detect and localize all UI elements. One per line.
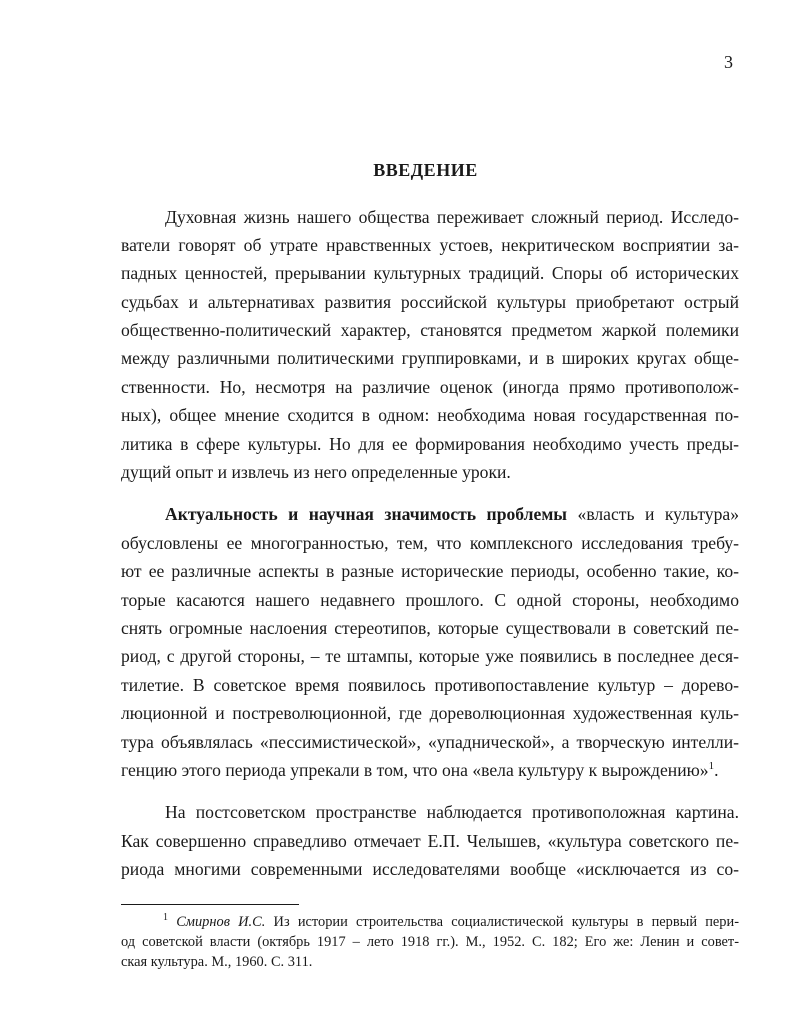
text-line: Как совершенно справедливо отмечает Е.П. Челышев, «культура советского пе-	[121, 831, 739, 851]
text-line	[165, 504, 739, 526]
footnote-line: ская культура. М., 1960. С. 311.	[121, 954, 313, 970]
text-line: ственности. Но, несмотря на различие оценок (иногда прямо противополож-	[121, 377, 739, 397]
text-line: риода многими современными исследователями вообще «исключается из со-	[121, 859, 739, 879]
text-line: ватели говорят об утрате нравственных устоев, некритическом восприятии за-	[121, 235, 739, 255]
footnote-author: Смирнов И.С.	[176, 914, 266, 930]
text-line: между различными политическими группировками, и в широких кругах обще-	[121, 348, 739, 368]
text-line	[121, 760, 739, 782]
page-title: ВВЕДЕНИЕ	[373, 160, 478, 180]
text-line: падных ценностей, прерывании культурных традиций. Споры об исторических	[121, 263, 739, 283]
text-line: обусловлены ее многогранностью, тем, что комплексного исследования требу-	[121, 533, 739, 553]
text-line: дущий опыт и извлечь из него определенные уроки.	[121, 462, 511, 482]
text-line: риод, с другой стороны, – те штампы, которые уже появились в последнее деся-	[121, 646, 739, 666]
text-line: тура объявлялась «пессимистической», «упаднической», а творческую интелли-	[121, 732, 739, 752]
text-line: общественно-политический характер, становятся предметом жаркой полемики	[121, 320, 739, 340]
text-line: На постсоветском пространстве наблюдается противоположная картина.	[165, 802, 739, 822]
text-span: «власть и культура»	[577, 504, 739, 524]
text-line: торые касаются нашего недавнего прошлого. С одной стороны, необходимо	[121, 590, 739, 610]
text-line: Духовная жизнь нашего общества переживает сложный период. Исследо-	[165, 207, 739, 227]
footnote-line	[163, 913, 739, 933]
footnote-ref[interactable]: 1	[708, 760, 715, 773]
text-line: судьбах и альтернативах развития российской культуры приобретают острый	[121, 292, 739, 312]
page-number: 3	[724, 52, 733, 72]
text-line: литика в сфере культуры. Но для ее формирования необходимо учесть преды-	[121, 434, 739, 454]
text-line: ных), общее мнение сходится в одном: необходима новая государственная по-	[121, 405, 739, 425]
footnote-marker: 1	[163, 912, 168, 924]
text-line: снять огромные наслоения стереотипов, которые существовали в советский пе-	[121, 618, 739, 638]
text-line: люционной и постреволюционной, где дореволюционная художественная куль-	[121, 703, 739, 723]
footnote-divider	[121, 904, 299, 905]
bold-lead: Актуальность и научная значимость проблемы	[165, 504, 568, 524]
footnote-line: од советской власти (октябрь 1917 – лето 1918 гг.). М., 1952. С. 182; Его же: Ленин и совет-	[121, 934, 739, 950]
text-span: .	[714, 760, 719, 780]
text-span: Из истории строительства социалистической культуры в первый пери-	[273, 914, 739, 930]
text-line: ют ее различные аспекты в разные исторические периоды, особенно такие, ко-	[121, 561, 739, 581]
text-span: генцию этого периода упрекали в том, что она «вела культуру к вырождению»	[121, 760, 709, 780]
text-line: тилетие. В советское время появилось противопоставление культур – дорево-	[121, 675, 739, 695]
